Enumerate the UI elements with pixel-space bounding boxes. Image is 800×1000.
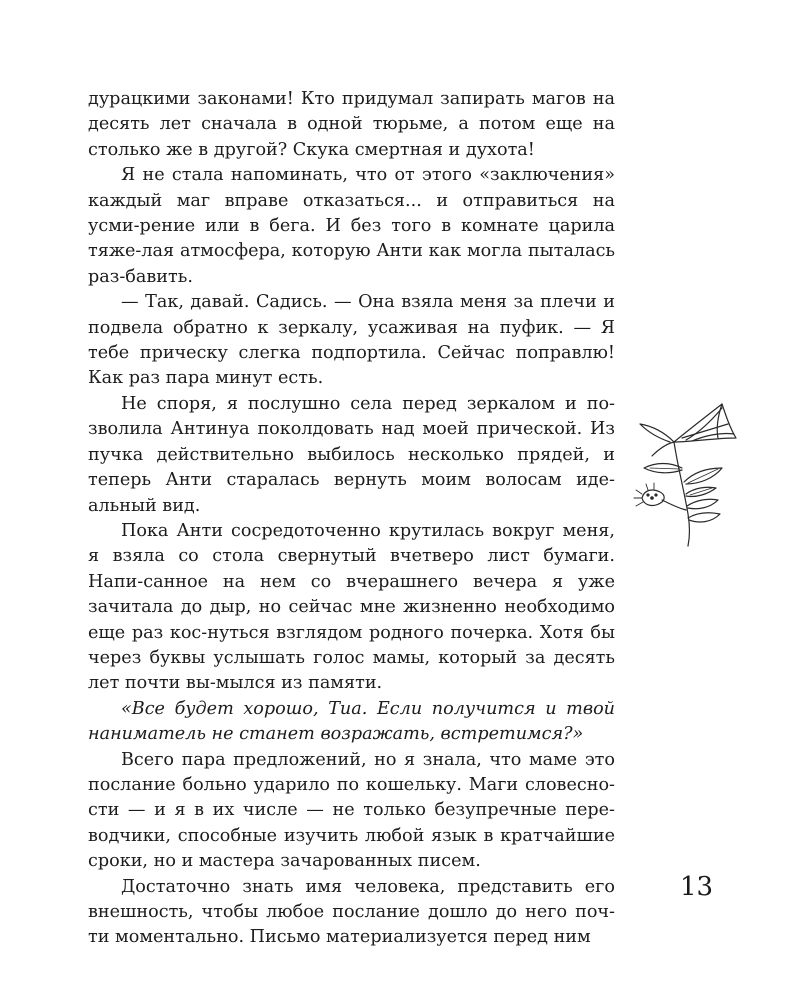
letter-quote: «Все будет хорошо, Тиа. Если получится и твой наниматель не станет возражать, встретимся?» — [88, 698, 615, 745]
page-number: 13 — [680, 872, 714, 902]
paragraph-7: Всего пара предложений, но я знала, что маме это послание больно ударило по кошельку. Маги словесно-сти — и я в их числе — не только безупречные пере-водчики, способные изучить любой язык в кратчайшие сроки, но и мастера зачарованных писем. — [88, 749, 615, 872]
paragraph-1: дурацкими законами! Кто придумал запирать магов на десять лет сначала в одной тюрьме, а потом еще на столько же в другой? Скука смертная и духота! — [88, 89, 615, 160]
paragraph-5: Пока Анти сосредоточенно крутилась вокруг меня, я взяла со стола свернутый вчетверо лист бумаги. Напи-санное на нем со вчерашнего вечера я уже зачитала до дыр, но сейчас мне жизненно необходимо еще раз кос-нуться взглядом родного почерка. Хотя бы через буквы услышать голос мамы, который за десять лет почти вы-мылся из памяти. — [88, 520, 615, 694]
paragraph-3: — Так, давай. Садись. — Она взяла меня за плечи и подвела обратно к зеркалу, усаживая на пуфик. — Я тебе прическу слегка подпортила. Сейчас поправлю! Как раз пара минут есть. — [88, 292, 615, 389]
body-text — [88, 87, 615, 951]
paragraph-8: Достаточно знать имя человека, представить его внешность, чтобы любое послание дошло до него поч-ти моментально. Письмо материализуется перед ним — [88, 876, 615, 948]
paragraph-2: Я не стала напоминать, что от этого «заключения» каждый маг вправе отказаться... и отправиться на усми-рение или в бега. И без того в комнате царила тяже-лая атмосфера, которую Анти как могла пыталась раз-бавить. — [88, 165, 615, 287]
flower-sprig-icon — [630, 398, 742, 548]
paragraph-4: Не споря, я послушно села перед зеркалом и по-зволила Антинуа поколдовать над моей прической. Из пучка действительно выбилось несколько прядей, и теперь Анти старалась вернуть моим волосам иде-альный вид. — [88, 393, 615, 516]
